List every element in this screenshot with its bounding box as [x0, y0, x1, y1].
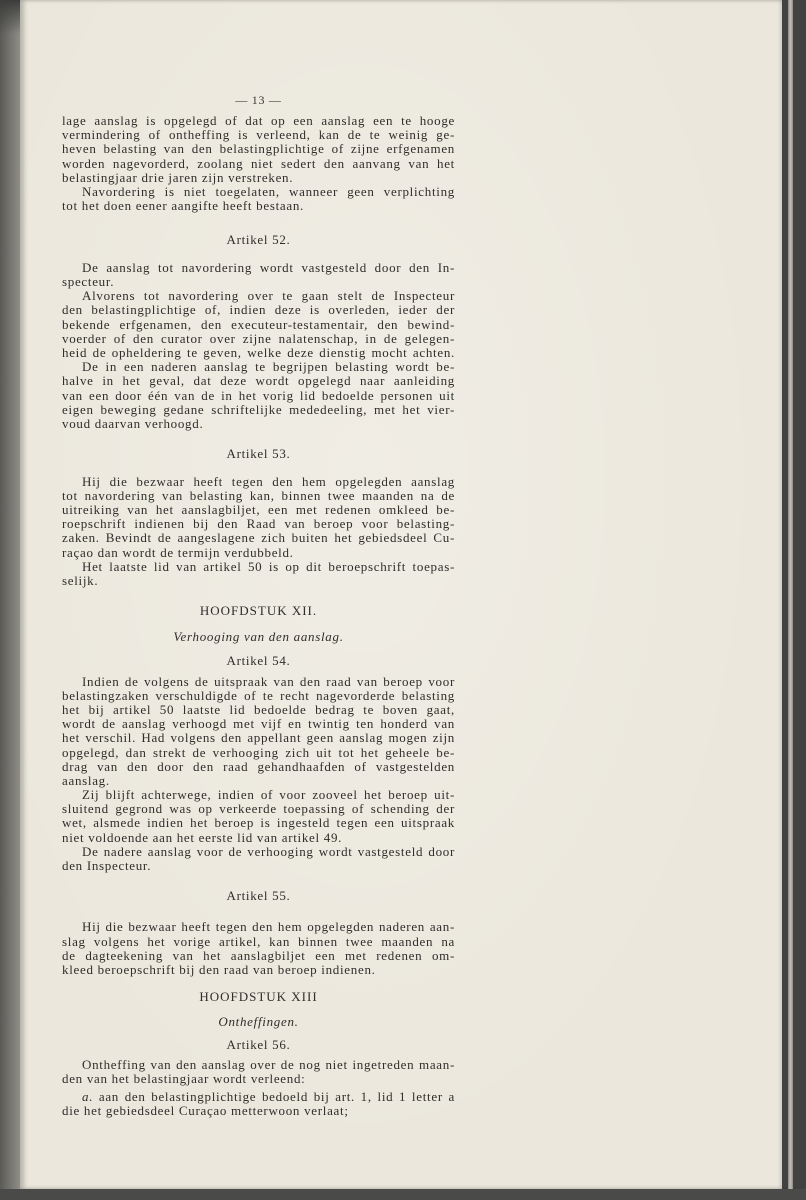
text-line: worden nagevorderd, zoolang niet sedert den aanvang van het — [62, 155, 455, 171]
text-line: selijk. — [62, 573, 99, 589]
text-line: aanslag. — [62, 772, 110, 788]
page-stack-edge — [788, 0, 793, 1194]
list-item-line — [62, 1090, 455, 1104]
paragraph — [62, 261, 455, 289]
text-line: Hij die bezwaar heeft tegen den hem opgelegden naderen aan- — [82, 919, 455, 935]
text-line: niet voldoende aan het eerste lid van artikel 49. — [62, 829, 343, 845]
paragraph — [62, 475, 455, 560]
text-line: De in een naderen aanslag te begrijpen belasting wordt be- — [82, 359, 455, 375]
list-item-line: die het gebiedsdeel Curaçao metterwoon verlaat; — [62, 1103, 349, 1119]
text-line: den van het belastingjaar wordt verleend: — [62, 1071, 306, 1087]
scan-background-left — [0, 0, 20, 1200]
text-line: den belastingplichtige of, indien deze is overleden, ieder der — [62, 302, 455, 318]
list-item — [62, 1090, 455, 1118]
text-line: den Inspecteur. — [62, 858, 152, 873]
text-line: Alvorens tot navordering over te gaan stelt de Inspecteur — [82, 288, 455, 304]
article-heading: Artikel 54. — [226, 652, 291, 668]
text-line: zaken. Bevindt de aangeslagene zich buiten het gebiedsdeel Cu- — [62, 530, 455, 546]
paragraph — [62, 289, 455, 360]
text-line: eigen beweging gedane schriftelijke mededeeling, met het vier- — [62, 401, 455, 417]
text-line: De nadere aanslag voor de verhooging wordt vastgesteld door — [82, 843, 455, 859]
article-heading: Artikel 52. — [226, 231, 291, 247]
paragraph — [62, 920, 455, 977]
article-heading: Artikel 56. — [226, 1037, 291, 1053]
text-line: vermindering of ontheffing is verleend, kan de te weinig ge- — [62, 127, 455, 143]
text-line: Ontheffing van den aanslag over de nog niet ingetreden maan- — [82, 1057, 455, 1073]
text-line: sluitend gegrond was op verkeerde toepassing of schending der — [62, 801, 455, 817]
text-column — [62, 114, 455, 1119]
text-line: kleed beroepschrift bij den raad van beroep indienen. — [62, 961, 376, 977]
article-heading: Artikel 53. — [226, 445, 291, 461]
text-line: Het laatste lid van artikel 50 is op dit beroepschrift toepas- — [82, 558, 455, 574]
text-line: lage aanslag is opgelegd of dat op een aanslag een te hooge — [62, 113, 455, 128]
paragraph — [62, 788, 455, 845]
text-line: heid de opheldering te geven, welke deze dienstig mocht achten. — [62, 345, 455, 361]
text-line: belastingzaken verschuldigde of te recht nagevorderde belasting — [62, 687, 455, 703]
list-marker: a. — [82, 1089, 94, 1105]
article-heading: Artikel 55. — [226, 888, 291, 904]
text-line: Hij die bezwaar heeft tegen den hem opgelegden aanslag — [82, 473, 455, 489]
text-line: de dagteekening van het aanslagbiljet een met redenen om- — [62, 947, 455, 963]
chapter-title: Ontheffingen. — [218, 1014, 299, 1030]
scan-background-bottom — [0, 1189, 806, 1200]
page-number: — 13 — — [235, 93, 282, 107]
chapter-heading: HOOFDSTUK XII. — [199, 602, 318, 618]
paragraph — [62, 560, 455, 588]
text-line: het verschil. Had volgens den appellant geen aanslag mogen zijn — [62, 730, 455, 746]
paragraph — [62, 845, 455, 873]
chapter-heading: HOOFDSTUK XIII — [199, 989, 318, 1005]
text-line: Zij blijft achterwege, indien of voor zooveel het beroep uit- — [82, 787, 455, 803]
list-item-text: aan den belastingplichtige bedoeld bij art. 1, lid 1 letter a — [98, 1089, 456, 1105]
text-line: slag volgens het vorige artikel, kan binnen twee maanden na — [62, 933, 455, 949]
text-line: wordt de aanslag verhoogd met vijf en twintig ten honderd van — [62, 716, 455, 732]
text-line: heven belasting van den belastingplichtige of zijne erfgenamen — [62, 141, 455, 157]
paragraph — [62, 185, 455, 213]
text-line: voud daarvan verhoogd. — [62, 415, 204, 431]
text-line: belastingjaar drie jaren zijn verstreken. — [62, 169, 294, 185]
paragraph — [62, 1058, 455, 1086]
text-line: opgelegd, dan strekt de verhooging zich uit tot het geheele be- — [62, 744, 455, 760]
text-line: voerder of den curator over zijne nalatenschap, in de gelegen- — [62, 330, 455, 346]
text-line: De aanslag tot navordering wordt vastgesteld door den In- — [82, 259, 455, 275]
scan-shadow-top-left — [0, 0, 20, 34]
text-line: Navordering is niet toegelaten, wanneer geen verplichting — [82, 183, 455, 199]
paragraph — [62, 114, 455, 185]
text-line: het bij artikel 50 laatste lid bedoelde bedrag te boven gaat, — [62, 701, 455, 717]
paragraph — [62, 675, 455, 789]
text-line: wet, alsmede indien het beroep is ingesteld tegen een uitspraak — [62, 815, 455, 831]
text-line: tot het doen eener aangifte heeft bestaan. — [62, 198, 304, 214]
text-line: Indien de volgens de uitspraak van den raad van beroep voor — [82, 673, 455, 689]
text-line: bekende erfgenamen, den executeur-testamentair, den bewind- — [62, 316, 455, 332]
text-line: halve in het geval, dat deze wordt opgelegd naar aanleiding — [62, 373, 455, 389]
text-line: roepschrift indienen bij den Raad van beroep voor belasting- — [62, 516, 455, 532]
text-line: tot navordering van belasting kan, binnen twee maanden na de — [62, 487, 455, 503]
text-line: drag van den door den raad gehandhaafden of vastgestelden — [62, 758, 455, 774]
chapter-title: Verhooging van den aanslag. — [173, 628, 344, 644]
text-line: uitreiking van het aanslagbiljet, een met redenen omkleed be- — [62, 502, 455, 518]
text-line: van een door één van de in het vorig lid bedoelde personen uit — [62, 387, 455, 403]
text-line: raçao dan wordt de termijn verdubbeld. — [62, 544, 294, 560]
paragraph — [62, 360, 455, 431]
text-line: specteur. — [62, 274, 115, 290]
